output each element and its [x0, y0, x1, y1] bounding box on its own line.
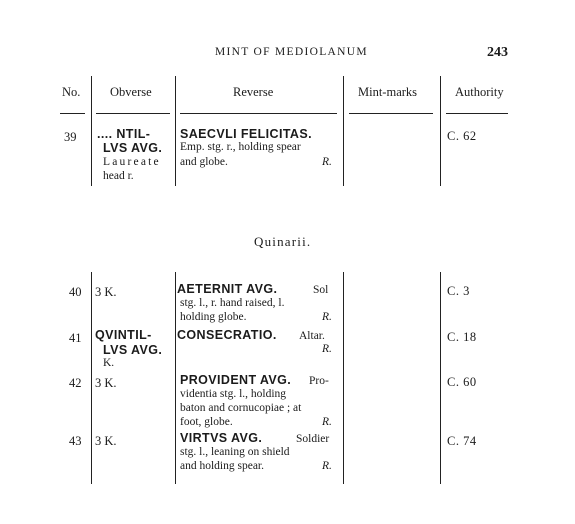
column-divider [175, 76, 176, 186]
obverse-legend: LVS AVG. [103, 343, 163, 357]
obverse-legend: LVS AVG. [103, 141, 163, 155]
column-divider [91, 272, 92, 484]
entry-number: 43 [69, 434, 82, 448]
reverse-legend: AETERNIT AVG. [177, 282, 278, 296]
column-header-obverse: Obverse [110, 85, 152, 99]
obverse-description: head r. [103, 170, 134, 182]
rarity-mark: R. [322, 311, 332, 323]
entry-number: 40 [69, 285, 82, 299]
authority-reference: C. 60 [447, 375, 477, 389]
reverse-description: foot, globe. [180, 416, 233, 428]
section-heading: Quinarii. [254, 234, 312, 249]
header-rule [60, 113, 85, 114]
reverse-legend: PROVIDENT AVG. [180, 373, 292, 387]
entry-number: 41 [69, 331, 82, 345]
authority-reference: C. 62 [447, 129, 477, 143]
reverse-legend: SAECVLI FELICITAS. [180, 127, 312, 141]
reverse-legend: CONSECRATIO. [177, 328, 277, 342]
column-divider [440, 76, 441, 186]
authority-reference: C. 3 [447, 284, 470, 298]
header-rule [96, 113, 170, 114]
reverse-description: Sol [313, 284, 329, 296]
column-header-no: No. [62, 85, 81, 99]
entry-number: 42 [69, 376, 82, 390]
reverse-description: stg. l., r. hand raised, l. [180, 297, 285, 309]
reverse-description: and holding spear. [180, 460, 264, 472]
obverse-legend: .... NTIL- [97, 127, 151, 141]
rarity-mark: R. [322, 460, 332, 472]
rarity-mark: R. [322, 416, 332, 428]
reverse-description: holding globe. [180, 311, 247, 323]
column-divider [91, 76, 92, 186]
column-header-authority: Authority [455, 85, 504, 99]
obverse-type: 3 K. [95, 285, 117, 299]
reverse-description: videntia stg. l., holding [180, 388, 287, 400]
header-rule [180, 113, 337, 114]
reverse-description: Soldier [296, 433, 330, 445]
authority-reference: C. 74 [447, 434, 477, 448]
entry-number: 39 [64, 130, 77, 144]
running-head: MINT OF MEDIOLANUM [215, 46, 368, 58]
reverse-legend: VIRTVS AVG. [180, 431, 263, 445]
reverse-description: Pro- [309, 375, 329, 387]
reverse-description: and globe. [180, 156, 228, 168]
column-divider [175, 272, 176, 484]
obverse-type: 3 K. [95, 434, 117, 448]
obverse-legend: QVINTIL- [95, 328, 152, 342]
obverse-description: Laureate [103, 156, 161, 168]
reverse-description: Emp. stg. r., holding spear [180, 141, 301, 153]
column-header-reverse: Reverse [233, 85, 274, 99]
header-rule [446, 113, 508, 114]
reverse-description: Altar. [299, 330, 325, 342]
obverse-type: 3 K. [95, 376, 117, 390]
authority-reference: C. 18 [447, 330, 477, 344]
header-rule [349, 113, 433, 114]
column-divider [343, 76, 344, 186]
obverse-type: K. [103, 357, 115, 369]
page-number: 243 [487, 45, 508, 60]
rarity-mark: R. [322, 343, 332, 355]
column-divider [343, 272, 344, 484]
column-header-mint-marks: Mint-marks [358, 85, 418, 99]
column-divider [440, 272, 441, 484]
reverse-description: baton and cornucopiae ; at [180, 402, 302, 414]
reverse-description: stg. l., leaning on shield [180, 446, 290, 458]
rarity-mark: R. [322, 156, 332, 168]
